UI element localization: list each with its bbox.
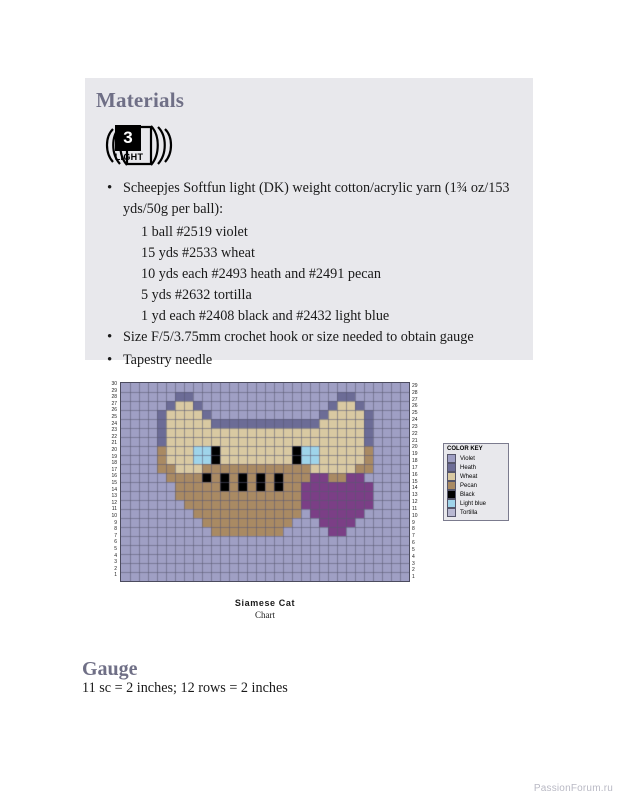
chart-row-label: 10	[111, 513, 117, 519]
chart-row-label: 13	[412, 492, 418, 499]
color-key-row	[447, 463, 505, 472]
chart-row-label: 16	[412, 471, 418, 478]
color-key-label: Violet	[460, 455, 475, 462]
chart-row-label: 7	[114, 532, 117, 539]
chart-row-label: 23	[111, 427, 117, 434]
chart-row-label: 17	[111, 466, 117, 473]
chart-row-label: 24	[412, 417, 418, 424]
chart-caption-title: Siamese Cat	[234, 598, 296, 608]
chart-row-label: 10	[412, 512, 418, 519]
chart-row-label: 24	[111, 420, 117, 427]
color-key-label: Pecan	[460, 482, 478, 489]
materials-bullet-hook: Size F/5/3.75mm crochet hook or size needed to obtain gauge	[123, 329, 474, 345]
chart-row-label: 18	[412, 458, 418, 465]
chart-grid	[120, 382, 410, 582]
chart-row-label: 11	[111, 506, 117, 513]
chart-row-label: 12	[111, 499, 117, 506]
chart-row-label: 21	[412, 437, 418, 444]
color-key-row	[447, 472, 505, 481]
chart-row-label: 15	[111, 480, 117, 486]
color-key-title: COLOR KEY	[447, 446, 483, 452]
color-key-row	[447, 490, 505, 499]
chart-row-label: 9	[412, 519, 415, 526]
color-key-label: Wheat	[460, 473, 478, 480]
color-key	[443, 443, 509, 521]
chart-caption-sub: Chart	[255, 610, 275, 620]
color-key-label: Light blue	[460, 500, 487, 507]
materials-section	[85, 78, 533, 368]
chart-row-label: 25	[412, 410, 418, 417]
chart-row-label: 20	[412, 444, 418, 451]
chart-row-label: 2	[412, 567, 415, 574]
chart-row-label: 22	[412, 430, 418, 437]
materials-bullet-needle: Tapestry needle	[123, 352, 213, 368]
chart-row-label: 8	[114, 526, 117, 533]
color-key-label: Black	[460, 491, 475, 498]
color-swatch	[447, 490, 456, 499]
color-key-row	[447, 481, 505, 490]
chart-row-label: 25	[111, 414, 117, 420]
gauge-heading: Gauge	[82, 658, 138, 680]
chart-row-label: 30	[111, 381, 117, 387]
chart-row-label: 8	[412, 526, 415, 533]
color-key-label: Heath	[460, 464, 477, 471]
color-swatch	[447, 508, 456, 517]
chart-row-label: 15	[412, 478, 418, 485]
chart-row-label: 3	[412, 560, 415, 567]
yarn-amount-list	[101, 222, 521, 327]
list-item: 15 yds #2533 wheat	[141, 245, 255, 261]
chart-row-label: 29	[111, 387, 117, 394]
color-key-row	[447, 508, 505, 517]
chart-row-label: 20	[111, 447, 117, 453]
materials-heading: Materials	[96, 88, 185, 112]
chart-row-label: 23	[412, 423, 418, 430]
watermark: PassionForum.ru	[533, 783, 613, 794]
chart-row-label: 14	[412, 485, 418, 492]
cat-chart	[111, 381, 418, 582]
chart-row-label: 3	[114, 559, 117, 566]
color-swatch	[447, 472, 456, 481]
yarn-weight-number: 3	[115, 125, 141, 151]
chart-row-label: 9	[114, 519, 117, 526]
chart-row-label: 26	[412, 403, 418, 410]
list-item	[101, 327, 521, 348]
chart-row-label: 19	[412, 451, 418, 458]
chart-row-label: 18	[111, 460, 117, 467]
materials-list	[101, 178, 521, 373]
chart-row-label: 29	[412, 383, 418, 389]
list-item: 10 yds each #2493 heath and #2491 pecan	[141, 266, 381, 282]
chart-row-label: 16	[111, 473, 117, 480]
color-swatch	[447, 463, 456, 472]
chart-row-label: 4	[114, 552, 117, 559]
chart-row-label: 22	[111, 433, 117, 440]
chart-row-label: 26	[111, 407, 117, 414]
chart-row-label: 11	[412, 505, 418, 512]
list-item: 5 yds #2632 tortilla	[141, 287, 252, 303]
chart-row-label: 21	[111, 440, 117, 447]
chart-row-label: 17	[412, 464, 418, 471]
chart-row-label: 1	[114, 572, 117, 579]
chart-row-label: 28	[111, 394, 117, 401]
chart-row-label: 27	[412, 396, 418, 403]
color-key-row	[447, 499, 505, 508]
color-swatch	[447, 499, 456, 508]
chart-row-label: 6	[412, 540, 415, 547]
chart-row-label: 28	[412, 389, 418, 396]
chart-row-label: 1	[412, 574, 415, 581]
chart-row-label: 5	[412, 546, 415, 553]
chart-row-label: 6	[114, 539, 117, 546]
chart-row-label: 27	[111, 400, 117, 407]
color-swatch	[447, 454, 456, 463]
chart-row-label: 5	[114, 546, 117, 552]
chart-row-label: 4	[412, 553, 415, 560]
list-item: 1 ball #2519 violet	[141, 224, 248, 240]
color-swatch	[447, 481, 456, 490]
materials-bullet-yarn: Scheepjes Softfun light (DK) weight cotton/acrylic yarn (1¾ oz/153 yds/50g per ball):	[123, 180, 510, 217]
chart-row-label: 19	[111, 453, 117, 460]
gauge-text: 11 sc = 2 inches; 12 rows = 2 inches	[82, 680, 288, 696]
yarn-weight-label: LIGHT	[114, 152, 144, 162]
list-item: 1 yd each #2408 black and #2432 light blue	[141, 308, 390, 324]
chart-row-label: 7	[412, 533, 415, 540]
list-item	[101, 178, 521, 220]
chart-row-label: 2	[114, 565, 117, 572]
chart-row-label: 13	[111, 493, 117, 500]
list-item	[101, 350, 521, 371]
chart-row-label: 12	[412, 499, 418, 506]
color-key-label: Tortilla	[460, 509, 478, 516]
chart-row-label: 14	[111, 486, 117, 493]
color-key-row	[447, 454, 505, 463]
